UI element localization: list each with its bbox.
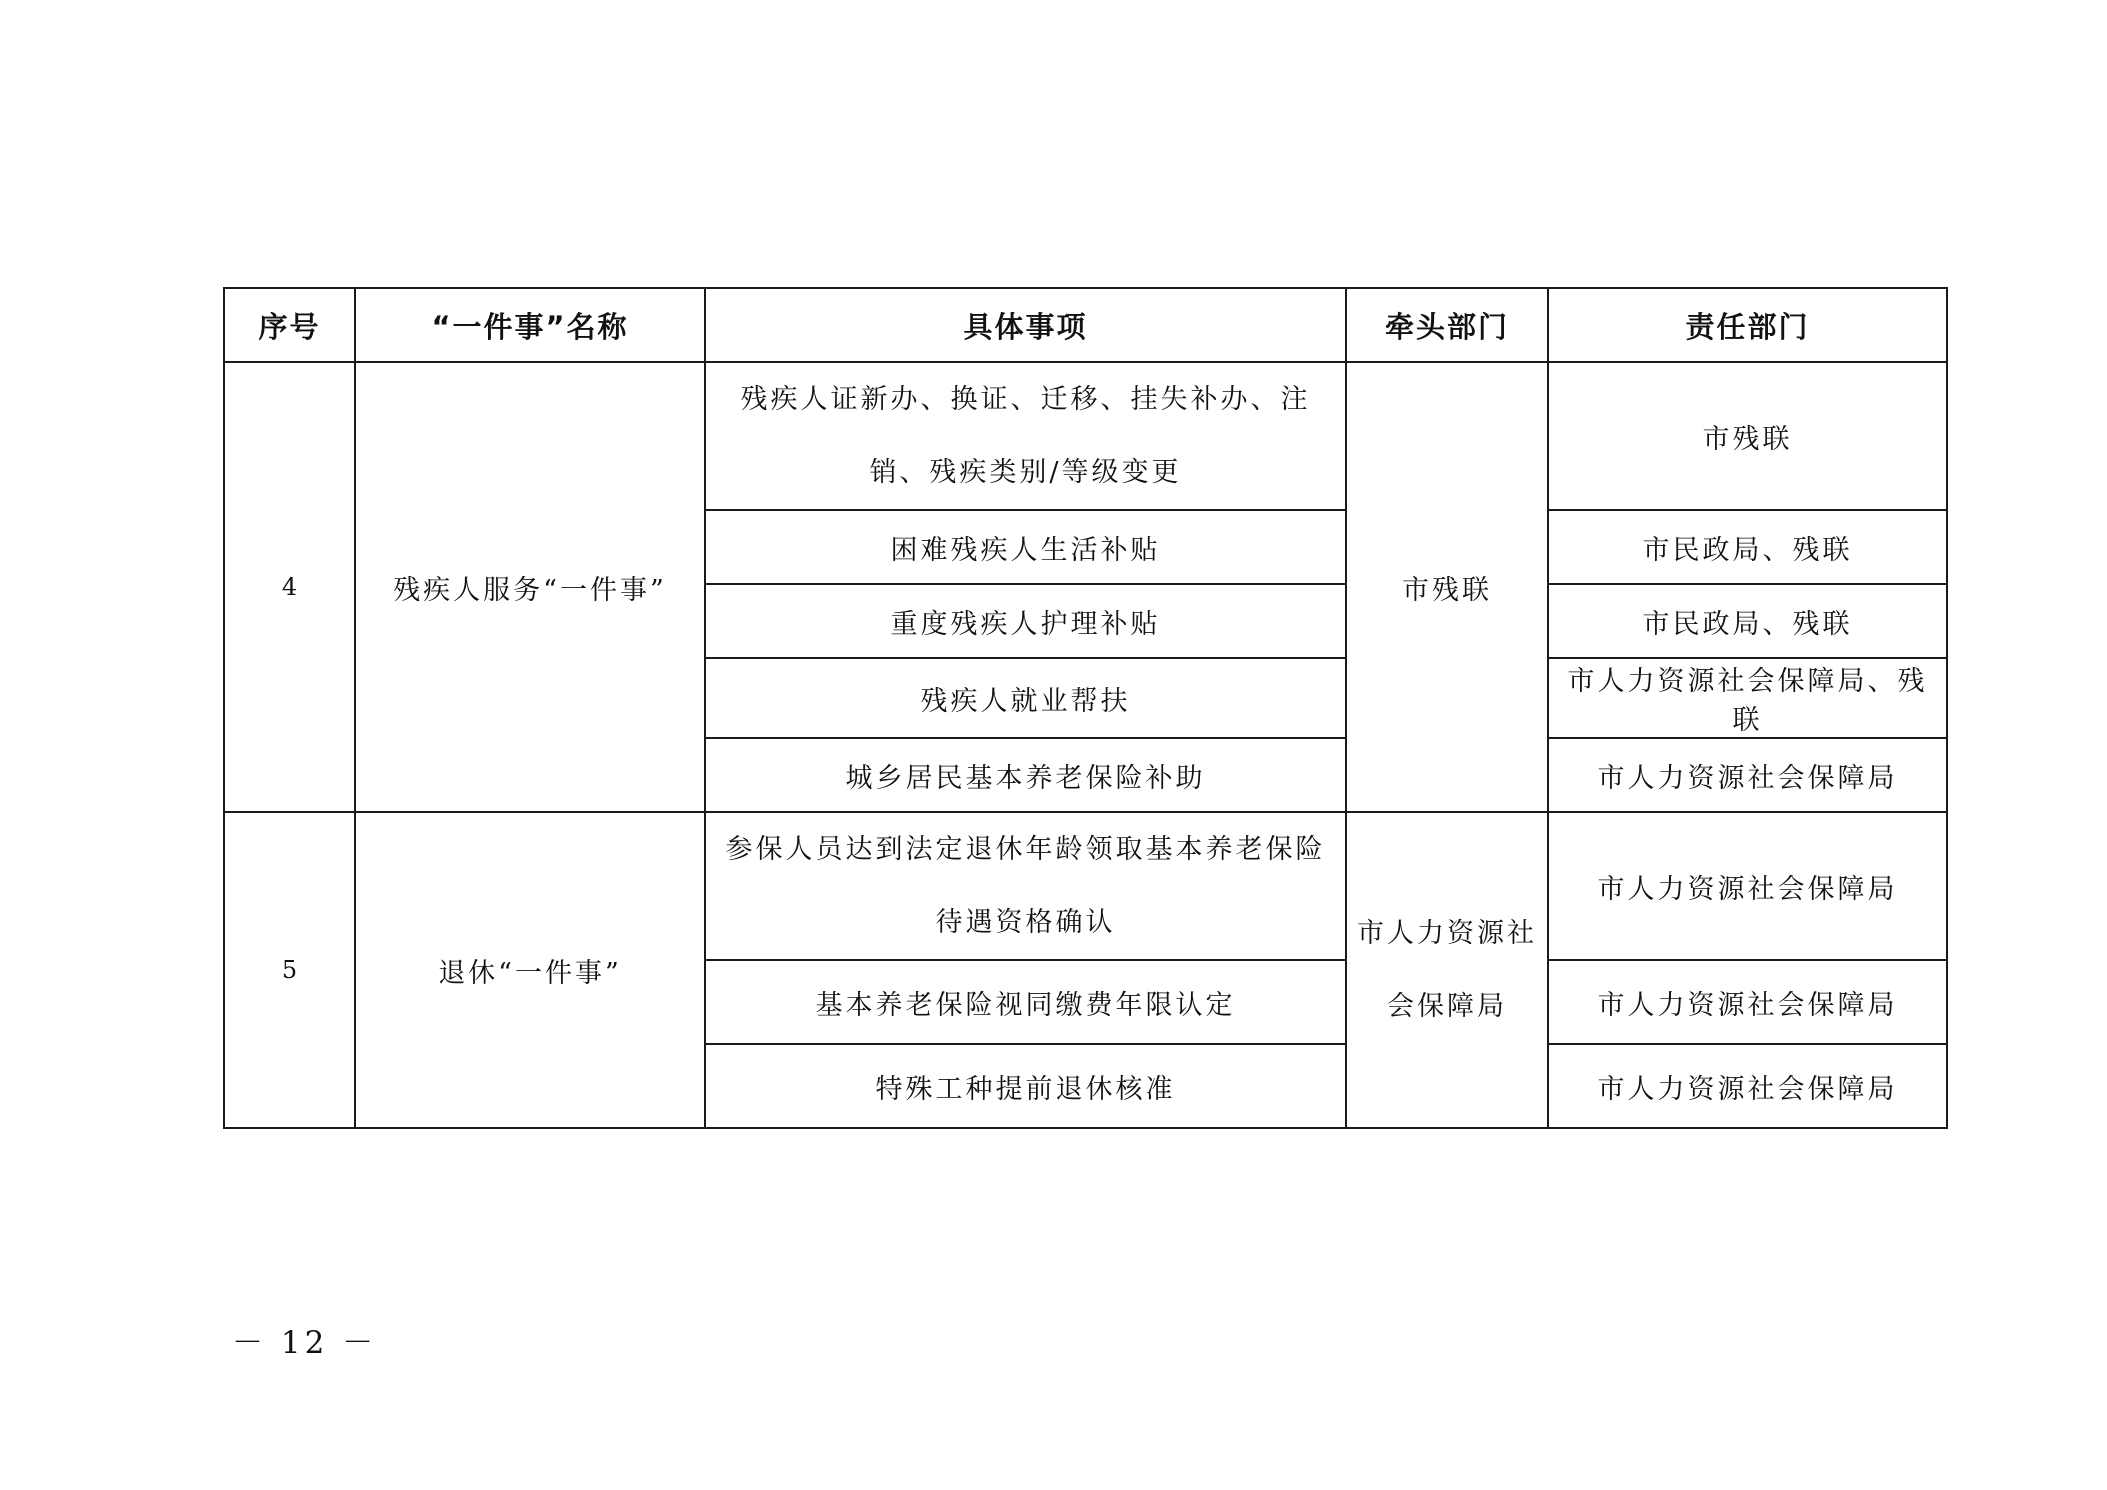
item-cell: 基本养老保险视同缴费年限认定 xyxy=(705,960,1346,1044)
item-cell: 重度残疾人护理补贴 xyxy=(705,584,1346,658)
responsible-cell: 市民政局、残联 xyxy=(1548,584,1947,658)
responsible-cell: 市人力资源社会保障局 xyxy=(1548,960,1947,1044)
header-items: 具体事项 xyxy=(705,288,1346,362)
responsible-cell: 市人力资源社会保障局 xyxy=(1548,812,1947,960)
item-cell: 残疾人证新办、换证、迁移、挂失补办、注销、残疾类别/等级变更 xyxy=(705,362,1346,510)
item-cell: 参保人员达到法定退休年龄领取基本养老保险待遇资格确认 xyxy=(705,812,1346,960)
responsible-cell: 市人力资源社会保障局 xyxy=(1548,1044,1947,1128)
responsible-cell: 市人力资源社会保障局、残联 xyxy=(1548,658,1947,738)
responsible-cell: 市人力资源社会保障局 xyxy=(1548,738,1947,812)
header-lead-dept: 牵头部门 xyxy=(1346,288,1548,362)
header-serial: 序号 xyxy=(224,288,355,362)
lead-dept-cell: 市残联 xyxy=(1346,362,1548,812)
page-number: － 12 － xyxy=(232,1325,378,1361)
group-number: 5 xyxy=(224,812,355,1128)
group-name: 残疾人服务“一件事” xyxy=(355,362,705,812)
lead-dept-cell: 市人力资源社会保障局 xyxy=(1346,812,1548,1128)
service-table xyxy=(223,287,1948,1129)
header-name: “一件事”名称 xyxy=(355,288,705,362)
item-cell: 城乡居民基本养老保险补助 xyxy=(705,738,1346,812)
header-row xyxy=(224,288,1947,362)
responsible-cell: 市民政局、残联 xyxy=(1548,510,1947,584)
group-number: 4 xyxy=(224,362,355,812)
item-cell: 困难残疾人生活补贴 xyxy=(705,510,1346,584)
table-row xyxy=(224,362,1947,510)
header-responsible-dept: 责任部门 xyxy=(1548,288,1947,362)
item-cell: 特殊工种提前退休核准 xyxy=(705,1044,1346,1128)
responsible-cell: 市残联 xyxy=(1548,362,1947,510)
table-row xyxy=(224,812,1947,960)
item-cell: 残疾人就业帮扶 xyxy=(705,658,1346,738)
group-name: 退休“一件事” xyxy=(355,812,705,1128)
